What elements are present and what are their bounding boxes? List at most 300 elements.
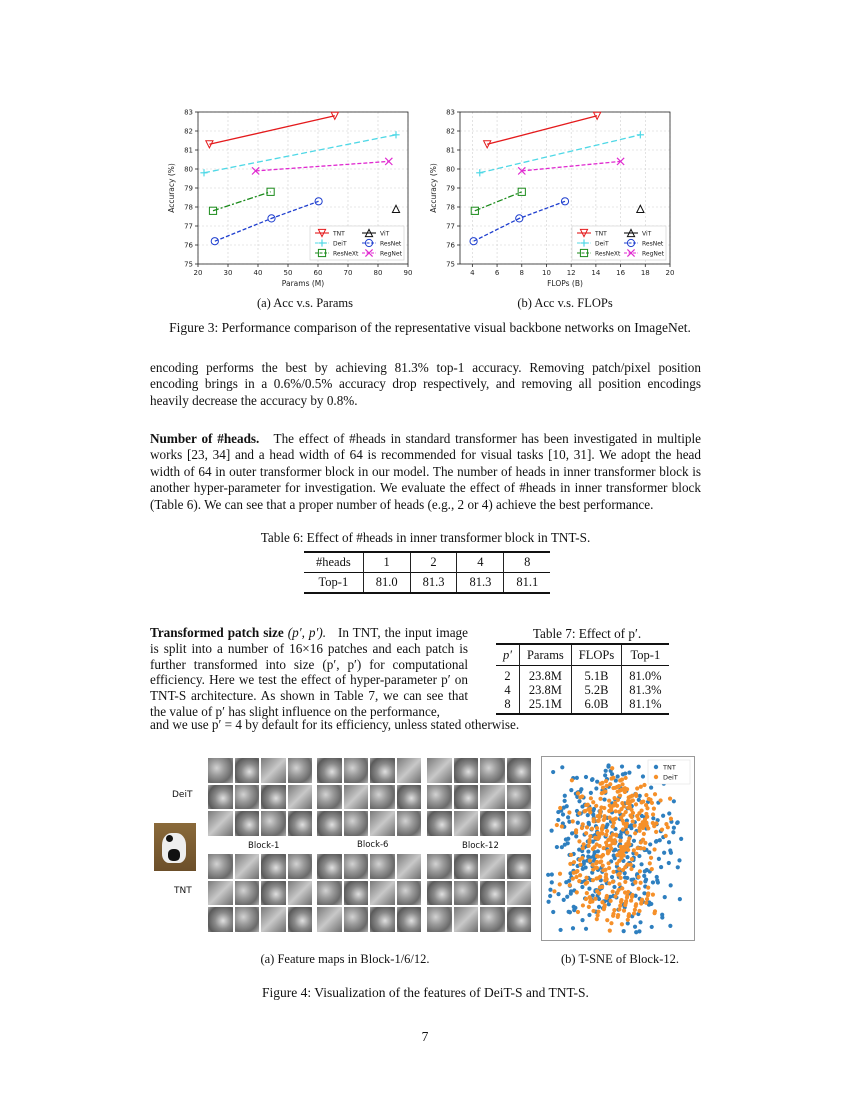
point-resnet: [470, 238, 477, 245]
patch-heading-math: (p′, p′).: [287, 625, 327, 640]
t7-cell: 23.8M: [519, 666, 571, 684]
x-tick-label: 90: [403, 269, 413, 277]
tsne-point-deit: [617, 882, 621, 886]
tsne-point-tnt: [649, 785, 653, 789]
tsne-point-deit: [558, 872, 562, 876]
tsne-point-tnt: [633, 925, 637, 929]
tsne-point-deit: [577, 879, 581, 883]
tsne-point-deit: [608, 782, 612, 786]
tsne-point-deit: [604, 779, 608, 783]
series-line-resnext: [475, 192, 522, 211]
tsne-point-deit: [601, 786, 605, 790]
tsne-point-deit: [587, 844, 591, 848]
tsne-point-tnt: [676, 820, 680, 824]
tsne-point-tnt: [677, 858, 681, 862]
tsne-point-deit: [630, 794, 634, 798]
tsne-point-deit: [572, 871, 576, 875]
tsne-point-deit: [617, 907, 621, 911]
deit-block6-maps: [317, 758, 421, 836]
tsne-point-deit: [626, 890, 630, 894]
tsne-point-tnt: [562, 806, 566, 810]
t7-cell: 5.2B: [571, 683, 621, 697]
t6-cell: Top-1: [318, 575, 349, 589]
y-tick-label: 79: [446, 184, 455, 193]
tsne-point-deit: [584, 803, 588, 807]
tsne-point-deit: [648, 861, 652, 865]
tsne-point-tnt: [651, 880, 655, 884]
series-line-regnet: [256, 161, 389, 171]
tsne-point-deit: [591, 800, 595, 804]
t6-cell: 81.3: [410, 573, 457, 593]
series-line-tnt: [487, 116, 597, 145]
t7-cell: 81.3%: [622, 683, 669, 697]
feature-maps-figure: [150, 752, 535, 937]
tsne-point-deit: [628, 813, 632, 817]
tsne-point-deit: [609, 806, 613, 810]
tsne-point-deit: [592, 817, 596, 821]
tsne-point-tnt: [658, 838, 662, 842]
tsne-point-tnt: [637, 929, 641, 933]
tsne-point-deit: [615, 891, 619, 895]
tsne-point-tnt: [661, 814, 665, 818]
tsne-point-deit: [588, 900, 592, 904]
t7-cell: 4: [504, 683, 511, 697]
tsne-point-tnt: [563, 794, 567, 798]
legend-label-deit: DeiT: [333, 240, 347, 248]
tsne-point-deit: [627, 836, 631, 840]
legend-label-resnet: ResNet: [642, 240, 664, 248]
tsne-point-tnt: [584, 927, 588, 931]
y-tick-label: 78: [184, 203, 193, 212]
tsne-point-tnt: [587, 886, 591, 890]
tsne-point-deit: [588, 859, 592, 863]
tsne-point-deit: [623, 786, 627, 790]
tsne-point-deit: [629, 863, 633, 867]
tsne-point-tnt: [616, 774, 620, 778]
tsne-point-deit: [654, 830, 658, 834]
tsne-point-deit: [601, 853, 605, 857]
tsne-point-deit: [581, 822, 585, 826]
tsne-point-deit: [584, 876, 588, 880]
tsne-point-tnt: [589, 791, 593, 795]
tsne-point-deit: [633, 908, 637, 912]
y-tick-label: 80: [184, 165, 193, 174]
x-tick-label: 10: [542, 269, 551, 277]
tsne-point-tnt: [605, 823, 609, 827]
chart-acc-vs-flops: [422, 100, 682, 295]
tsne-point-deit: [598, 860, 602, 864]
tsne-point-tnt: [569, 788, 573, 792]
tsne-point-tnt: [563, 843, 567, 847]
tsne-point-deit: [607, 799, 611, 803]
tsne-point-deit: [618, 839, 622, 843]
tnt-block1-maps: [208, 854, 312, 932]
tsne-point-tnt: [558, 928, 562, 932]
tsne-point-deit: [638, 869, 642, 873]
tsne-point-tnt: [584, 775, 588, 779]
tsne-point-deit: [622, 909, 626, 913]
tsne-point-tnt: [556, 892, 560, 896]
label-block1: Block-1: [248, 841, 280, 851]
tsne-point-deit: [646, 826, 650, 830]
tsne-point-deit: [605, 784, 609, 788]
tsne-point-tnt: [622, 929, 626, 933]
tsne-point-deit: [600, 781, 604, 785]
t6-cell: #heads: [316, 555, 351, 569]
tsne-point-deit: [597, 815, 601, 819]
tsne-point-deit: [642, 783, 646, 787]
tsne-point-deit: [589, 796, 593, 800]
y-axis-label: Accuracy (%): [429, 163, 438, 213]
t6-cell: 8: [504, 553, 550, 573]
tsne-point-deit: [613, 841, 617, 845]
t7-cell: 6.0B: [571, 697, 621, 713]
t7-cell: 23.8M: [519, 683, 571, 697]
tsne-point-tnt: [679, 837, 683, 841]
point-vit: [637, 205, 644, 212]
tsne-point-deit: [618, 904, 622, 908]
tsne-point-tnt: [586, 849, 590, 853]
tsne-point-deit: [644, 803, 648, 807]
tsne-point-deit: [582, 842, 586, 846]
t6-cell: 1: [363, 553, 410, 573]
tsne-point-deit: [575, 890, 579, 894]
tsne-point-deit: [639, 901, 643, 905]
x-tick-label: 6: [494, 269, 500, 277]
tsne-point-deit: [629, 898, 633, 902]
series-line-resnet: [474, 201, 565, 241]
tsne-point-deit: [605, 877, 609, 881]
tsne-legend-dot: [654, 775, 658, 779]
figure4-caption: Figure 4: Visualization of the features of DeiT-S and TNT-S.: [262, 985, 589, 1000]
tsne-point-tnt: [580, 918, 584, 922]
tsne-point-deit: [611, 914, 615, 918]
tsne-point-deit: [611, 890, 615, 894]
tsne-point-deit: [645, 897, 649, 901]
tsne-point-deit: [552, 889, 556, 893]
tsne-point-deit: [623, 903, 627, 907]
tsne-point-deit: [632, 848, 636, 852]
tsne-point-tnt: [669, 851, 673, 855]
tsne-point-tnt: [648, 842, 652, 846]
tnt-block12-maps: [427, 854, 531, 932]
tsne-point-deit: [623, 880, 627, 884]
deit-block12-maps: [427, 758, 531, 836]
tsne-point-deit: [591, 878, 595, 882]
tsne-point-tnt: [576, 821, 580, 825]
tsne-point-deit: [584, 897, 588, 901]
tsne-point-deit: [626, 848, 630, 852]
legend-label-regnet: RegNet: [380, 250, 402, 258]
tsne-point-deit: [668, 797, 672, 801]
tsne-point-tnt: [638, 920, 642, 924]
tsne-point-deit: [601, 863, 605, 867]
tsne-point-deit: [607, 866, 611, 870]
tsne-point-tnt: [551, 770, 555, 774]
tsne-point-tnt: [642, 874, 646, 878]
tsne-point-deit: [607, 881, 611, 885]
tsne-point-tnt: [612, 853, 616, 857]
tsne-point-deit: [630, 857, 634, 861]
tsne-point-deit: [598, 875, 602, 879]
x-tick-label: 40: [253, 269, 263, 277]
tsne-point-deit: [634, 852, 638, 856]
t7-cell: 5.1B: [571, 666, 621, 684]
tsne-point-tnt: [603, 773, 607, 777]
tsne-point-deit: [640, 800, 644, 804]
tsne-point-deit: [584, 831, 588, 835]
x-tick-label: 12: [566, 269, 576, 277]
tsne-point-tnt: [644, 878, 648, 882]
tsne-point-deit: [578, 863, 582, 867]
tsne-point-deit: [609, 921, 613, 925]
tsne-point-tnt: [602, 797, 606, 801]
y-tick-label: 76: [446, 241, 455, 250]
paragraph-patch-size-last: and we use p′ = 4 by default for its efficiency, unless stated otherwise.: [150, 717, 520, 732]
tsne-point-tnt: [577, 799, 581, 803]
tsne-point-deit: [602, 846, 606, 850]
tsne-point-deit: [648, 798, 652, 802]
tsne-point-deit: [614, 833, 618, 837]
tsne-point-tnt: [610, 875, 614, 879]
paragraph-number-of-heads: [150, 431, 701, 513]
tsne-legend-label: TNT: [663, 763, 676, 772]
t6-cell: 81.3: [457, 573, 504, 593]
tsne-point-deit: [578, 873, 582, 877]
tsne-point-tnt: [556, 810, 560, 814]
t7-header-cell: Top-1: [622, 645, 669, 666]
tsne-point-tnt: [564, 837, 568, 841]
tsne-point-deit: [587, 905, 591, 909]
tsne-point-deit: [604, 833, 608, 837]
subcaption-acc-flops: (b) Acc v.s. FLOPs: [517, 296, 613, 310]
tsne-legend-dot: [654, 765, 658, 769]
point-deit: [392, 131, 399, 138]
tsne-point-deit: [602, 818, 606, 822]
tsne-point-deit: [617, 867, 621, 871]
tsne-point-deit: [596, 819, 600, 823]
tsne-point-deit: [626, 918, 630, 922]
legend-label-resnext: ResNeXt: [333, 250, 359, 258]
tsne-point-deit: [614, 809, 618, 813]
tsne-point-deit: [612, 821, 616, 825]
tsne-point-deit: [634, 802, 638, 806]
tsne-point-tnt: [655, 875, 659, 879]
tsne-point-deit: [595, 826, 599, 830]
legend-label-resnet: ResNet: [380, 240, 402, 248]
subcaption-tsne: (b) T-SNE of Block-12.: [560, 952, 680, 966]
x-axis-label: Params (M): [281, 279, 325, 288]
t7-header-cell: FLOPs: [571, 645, 621, 666]
tsne-point-deit: [607, 816, 611, 820]
tsne-point-tnt: [564, 880, 568, 884]
tsne-point-deit: [593, 897, 597, 901]
tsne-point-deit: [575, 869, 579, 873]
tsne-point-deit: [602, 806, 606, 810]
tsne-point-deit: [608, 929, 612, 933]
tsne-point-deit: [637, 887, 641, 891]
chart-acc-vs-params: [160, 100, 420, 295]
tsne-point-deit: [598, 809, 602, 813]
panda-ear: [166, 835, 173, 842]
deit-block1-maps: [208, 758, 312, 836]
table6: [304, 551, 550, 594]
table7-caption: Table 7: Effect of p′.: [532, 626, 642, 641]
tsne-point-deit: [598, 797, 602, 801]
tsne-point-tnt: [604, 769, 608, 773]
tsne-point-deit: [633, 831, 637, 835]
y-tick-label: 78: [446, 203, 455, 212]
x-tick-label: 20: [665, 269, 675, 277]
tsne-point-deit: [625, 822, 629, 826]
tsne-point-tnt: [668, 924, 672, 928]
tsne-point-tnt: [568, 910, 572, 914]
tsne-point-tnt: [627, 771, 631, 775]
tsne-point-deit: [651, 821, 655, 825]
tsne-point-deit: [652, 806, 656, 810]
tsne-point-deit: [634, 792, 638, 796]
t7-cell: 81.1%: [622, 697, 669, 713]
y-tick-label: 81: [184, 146, 193, 155]
legend-label-regnet: RegNet: [642, 250, 664, 258]
t6-cell: 4: [457, 553, 504, 573]
tsne-point-tnt: [651, 816, 655, 820]
y-tick-label: 83: [446, 108, 455, 117]
point-deit: [637, 131, 644, 138]
x-tick-label: 20: [193, 269, 203, 277]
figure3-caption: Figure 3: Performance comparison of the representative visual backbone networks on ImageNet.: [169, 320, 691, 335]
tsne-point-deit: [619, 900, 623, 904]
x-tick-label: 30: [223, 269, 233, 277]
tsne-point-deit: [664, 822, 668, 826]
tsne-point-deit: [581, 846, 585, 850]
tsne-point-tnt: [555, 845, 559, 849]
tsne-point-deit: [591, 909, 595, 913]
tsne-point-deit: [617, 784, 621, 788]
tsne-point-tnt: [580, 885, 584, 889]
panda-image: [154, 823, 196, 871]
legend-label-tnt: TNT: [333, 230, 345, 238]
tsne-point-deit: [616, 915, 620, 919]
tsne-point-deit: [650, 867, 654, 871]
tsne-point-deit: [629, 867, 633, 871]
tsne-point-deit: [620, 782, 624, 786]
patch-text: In TNT, the input image is split into a number of 16×16 patches and each patch is further transformed into size (p′, p′) for computational efficiency. Here we test the effect of hyper-parameter p′ on TNT-S architecture. As shown in Table 7, we can see that the value of p′ has slight influence on the performance,: [150, 625, 469, 719]
tsne-point-deit: [580, 826, 584, 830]
tsne-point-deit: [637, 909, 641, 913]
tsne-point-deit: [600, 826, 604, 830]
tsne-point-deit: [631, 819, 635, 823]
tsne-point-deit: [646, 885, 650, 889]
tsne-point-tnt: [580, 804, 584, 808]
tsne-point-deit: [580, 856, 584, 860]
tsne-point-deit: [572, 860, 576, 864]
tsne-point-deit: [614, 816, 618, 820]
x-tick-label: 50: [283, 269, 293, 277]
tsne-point-tnt: [550, 829, 554, 833]
tsne-point-deit: [633, 824, 637, 828]
tsne-point-tnt: [620, 764, 624, 768]
tsne-point-deit: [568, 883, 572, 887]
y-axis-label: Accuracy (%): [167, 163, 176, 213]
tsne-point-tnt: [560, 765, 564, 769]
tsne-point-deit: [651, 812, 655, 816]
tsne-point-deit: [600, 831, 604, 835]
tsne-point-tnt: [672, 799, 676, 803]
tsne-point-deit: [595, 866, 599, 870]
tsne-point-tnt: [586, 855, 590, 859]
tsne-point-tnt: [667, 811, 671, 815]
tsne-point-deit: [577, 811, 581, 815]
tsne-point-tnt: [663, 895, 667, 899]
y-tick-label: 77: [446, 222, 455, 231]
tsne-point-deit: [625, 895, 629, 899]
x-tick-label: 18: [640, 269, 650, 277]
page-number: 7: [421, 1029, 429, 1044]
tsne-point-deit: [602, 907, 606, 911]
tsne-point-tnt: [551, 910, 555, 914]
tsne-point-tnt: [610, 772, 614, 776]
tsne-point-tnt: [650, 925, 654, 929]
legend-label-vit: ViT: [380, 230, 390, 238]
tsne-point-deit: [595, 889, 599, 893]
tsne-point-tnt: [569, 892, 573, 896]
t7-cell: 81.0%: [622, 666, 669, 684]
tsne-point-deit: [558, 882, 562, 886]
tsne-point-deit: [618, 871, 622, 875]
tsne-point-deit: [637, 875, 641, 879]
tsne-point-tnt: [548, 894, 552, 898]
tsne-point-deit: [611, 776, 615, 780]
tsne-point-deit: [570, 778, 574, 782]
tsne-point-deit: [602, 814, 606, 818]
tsne-point-deit: [622, 853, 626, 857]
paragraph-patch-size: [150, 625, 468, 720]
tsne-point-deit: [594, 861, 598, 865]
table6-caption: Table 6: Effect of #heads in inner transformer block in TNT-S.: [260, 530, 591, 545]
tsne-point-deit: [583, 809, 587, 813]
tsne-point-deit: [654, 821, 658, 825]
tsne-point-deit: [571, 819, 575, 823]
tsne-point-deit: [642, 846, 646, 850]
tsne-point-tnt: [641, 774, 645, 778]
tsne-point-deit: [605, 918, 609, 922]
tsne-point-tnt: [561, 812, 565, 816]
t7-cell: 2: [504, 669, 511, 683]
tsne-point-deit: [576, 791, 580, 795]
y-tick-label: 75: [184, 260, 193, 269]
subcaption-acc-params: (a) Acc v.s. Params: [256, 296, 354, 310]
tsne-point-deit: [651, 893, 655, 897]
tsne-point-deit: [633, 881, 637, 885]
tsne-point-deit: [620, 886, 624, 890]
tsne-point-deit: [574, 828, 578, 832]
label-block6: Block-6: [357, 840, 389, 850]
y-tick-label: 79: [184, 184, 193, 193]
tsne-point-tnt: [579, 787, 583, 791]
legend-label-resnext: ResNeXt: [595, 250, 621, 258]
tsne-point-deit: [630, 895, 634, 899]
tsne-point-tnt: [562, 898, 566, 902]
point-regnet: [385, 158, 392, 165]
tsne-point-tnt: [632, 839, 636, 843]
tsne-point-tnt: [662, 851, 666, 855]
tsne-point-tnt: [667, 861, 671, 865]
tsne-point-deit: [581, 903, 585, 907]
tsne-point-deit: [609, 846, 613, 850]
t6-cell: 81.0: [363, 573, 410, 593]
point-deit: [200, 169, 207, 176]
